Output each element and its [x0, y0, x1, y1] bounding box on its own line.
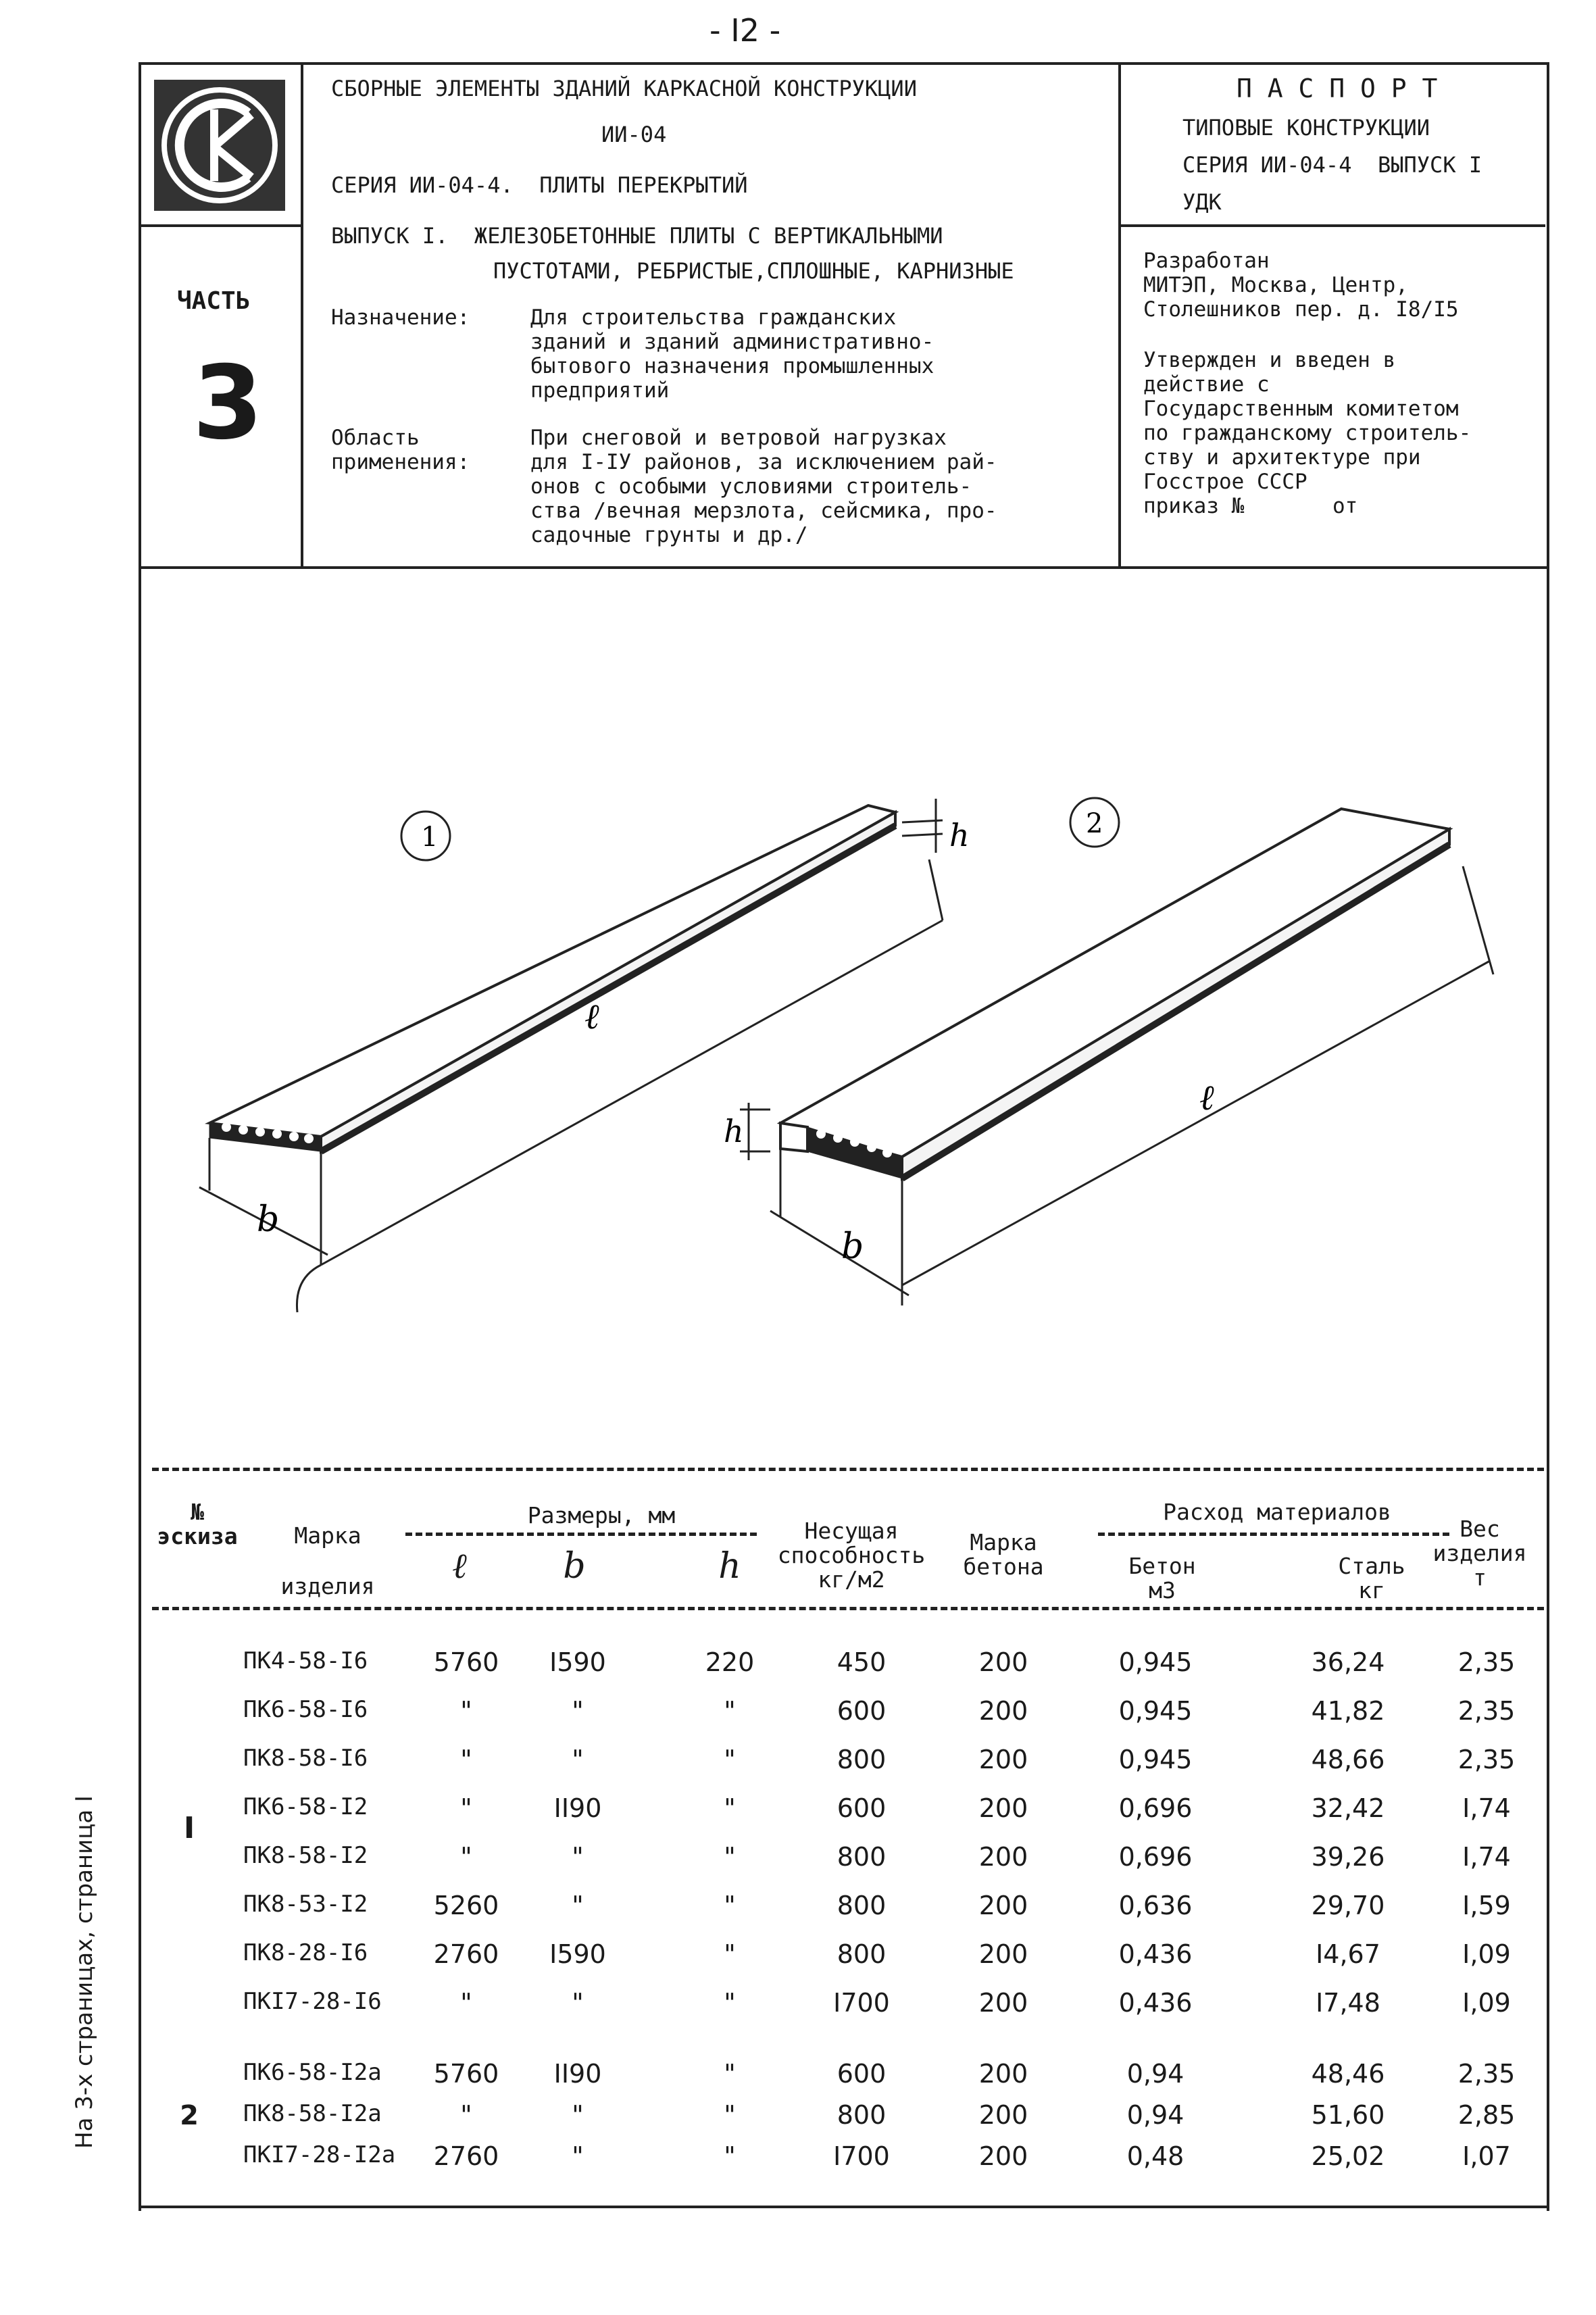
- col-concrete: Бетон м3: [1128, 1553, 1196, 1603]
- passport-line-1: ТИПОВЫЕ КОНСТРУКЦИИ: [1182, 115, 1430, 141]
- cell-concrete: 0,945: [1118, 1696, 1193, 1726]
- cell-concrete-grade: 200: [978, 2100, 1028, 2130]
- cell-height: ": [724, 1939, 736, 1969]
- cell-width: II90: [553, 1793, 602, 1823]
- part-number: 3: [193, 345, 264, 462]
- cell-concrete: 0,696: [1118, 1842, 1193, 1872]
- slab-1-sketch: [199, 799, 943, 1312]
- cell-weight: 2,35: [1457, 1696, 1516, 1726]
- cell-concrete-grade: 200: [978, 2059, 1028, 2089]
- cell-weight: I,59: [1462, 1891, 1511, 1920]
- cell-length: ": [460, 1988, 472, 2018]
- cell-mark: ПК6-58-I2: [243, 1793, 368, 1820]
- cell-concrete-grade: 200: [978, 2141, 1028, 2171]
- sketch-group-2: 2: [180, 2100, 199, 2131]
- col-materials-group: Расход материалов: [1163, 1499, 1391, 1525]
- col-steel: Сталь кг: [1338, 1553, 1405, 1603]
- cell-capacity: 450: [837, 1647, 887, 1677]
- issue-line-1: ВЫПУСК I. ЖЕЛЕЗОБЕТОННЫЕ ПЛИТЫ С ВЕРТИКАЛЬНЫМИ: [331, 223, 943, 249]
- purpose-text: Для строительства гражданских зданий и зданий административно- бытового назначения промышленных предприятий: [530, 305, 934, 403]
- title-line-1: СБОРНЫЕ ЭЛЕМЕНТЫ ЗДАНИЙ КАРКАСНОЙ КОНСТРУКЦИИ: [331, 76, 917, 101]
- cell-height: ": [724, 2141, 736, 2171]
- cell-concrete: 0,945: [1118, 1745, 1193, 1774]
- cell-steel: 41,82: [1311, 1696, 1385, 1726]
- cell-weight: 2,35: [1457, 1745, 1516, 1774]
- cell-width: ": [572, 2100, 584, 2130]
- cell-width: ": [572, 1891, 584, 1920]
- cell-mark: ПК4-58-I6: [243, 1647, 368, 1674]
- cell-height: ": [724, 1696, 736, 1726]
- cell-mark: ПК8-28-I6: [243, 1939, 368, 1966]
- title-line-2: ИИ-04: [601, 122, 667, 147]
- col-weight: Вес изделия т: [1432, 1516, 1527, 1591]
- cell-height: 220: [705, 1647, 755, 1677]
- passport-title: П А С П О Р Т: [1237, 74, 1438, 103]
- scope-label: Область применения:: [331, 426, 470, 474]
- cell-length: 5260: [433, 1891, 499, 1920]
- cell-concrete-grade: 200: [978, 1793, 1028, 1823]
- sketch-group-1: I: [183, 1811, 195, 1845]
- cell-length: 5760: [433, 1647, 499, 1677]
- slab-drawing: [139, 569, 1547, 1434]
- cell-concrete: 0,48: [1126, 2141, 1184, 2171]
- approved-by: Утвержден и введен в действие с Государственным комитетом по гражданскому строитель- ству и архитектуре при Госстрое СССР приказ № от: [1143, 348, 1472, 518]
- passport-box-rule: [1118, 224, 1545, 227]
- cell-concrete: 0,94: [1126, 2100, 1184, 2130]
- cell-capacity: 600: [837, 2059, 887, 2089]
- cell-capacity: 800: [837, 2100, 887, 2130]
- cell-width: ": [572, 2141, 584, 2171]
- cell-height: ": [724, 2059, 736, 2089]
- cell-concrete-grade: 200: [978, 1696, 1028, 1726]
- series-title: СЕРИЯ ИИ-04-4. ПЛИТЫ ПЕРЕКРЫТИЙ: [331, 172, 748, 198]
- cell-weight: I,07: [1462, 2141, 1511, 2171]
- cell-height: ": [724, 1891, 736, 1920]
- cell-weight: I,74: [1462, 1842, 1511, 1872]
- header-divider-right: [1118, 62, 1121, 568]
- cell-height: ": [724, 1745, 736, 1774]
- cell-capacity: I700: [833, 1988, 890, 2018]
- dims-group-rule: [405, 1533, 757, 1536]
- cell-capacity: 800: [837, 1939, 887, 1969]
- cell-length: 2760: [433, 2141, 499, 2171]
- cell-length: ": [460, 1842, 472, 1872]
- col-sketch-no: № эскиза: [157, 1499, 238, 1549]
- materials-group-rule: [1098, 1533, 1449, 1536]
- cell-width: ": [572, 1988, 584, 2018]
- cell-concrete-grade: 200: [978, 1988, 1028, 2018]
- passport-line-3: УДК: [1182, 189, 1222, 215]
- cell-steel: 36,24: [1311, 1647, 1385, 1677]
- table-top-rule: [152, 1468, 1544, 1471]
- cell-length: ": [460, 2100, 472, 2130]
- cell-concrete: 0,636: [1118, 1891, 1193, 1920]
- cell-width: I590: [549, 1647, 606, 1677]
- series-logo: [150, 76, 289, 215]
- cell-capacity: I700: [833, 2141, 890, 2171]
- slab-1-width-label: b: [257, 1199, 280, 1240]
- cell-mark: ПК8-58-I2а: [243, 2100, 382, 2127]
- cell-concrete-grade: 200: [978, 1939, 1028, 1969]
- cell-mark: ПК8-58-I2: [243, 1842, 368, 1869]
- cell-capacity: 600: [837, 1696, 887, 1726]
- cell-capacity: 600: [837, 1793, 887, 1823]
- cell-steel: 48,46: [1311, 2059, 1385, 2089]
- purpose-label: Назначение:: [331, 305, 470, 330]
- slab-1-length-label: ℓ: [584, 997, 599, 1037]
- cell-capacity: 800: [837, 1842, 887, 1872]
- cell-steel: 25,02: [1311, 2141, 1385, 2171]
- col-capacity: Несущая способность кг/м2: [777, 1518, 926, 1593]
- cell-width: ": [572, 1745, 584, 1774]
- cell-capacity: 800: [837, 1891, 887, 1920]
- cell-weight: I,09: [1462, 1988, 1511, 2018]
- cell-width: ": [572, 1842, 584, 1872]
- cell-concrete: 0,945: [1118, 1647, 1193, 1677]
- cell-steel: 32,42: [1311, 1793, 1385, 1823]
- slab-1-height-label: h: [949, 817, 970, 853]
- col-mark: Марка изделия: [280, 1522, 375, 1599]
- side-note: На 3-х страницах, страница I: [71, 1795, 98, 2149]
- cell-mark: ПКI7-28-I2а: [243, 2141, 396, 2168]
- cell-length: ": [460, 1696, 472, 1726]
- cell-width: ": [572, 1696, 584, 1726]
- cell-height: ": [724, 1793, 736, 1823]
- cell-height: ": [724, 1842, 736, 1872]
- passport-line-2: СЕРИЯ ИИ-04-4 ВЫПУСК I: [1182, 152, 1482, 178]
- cell-mark: ПК8-53-I2: [243, 1891, 368, 1918]
- cell-concrete: 0,436: [1118, 1988, 1193, 2018]
- cell-height: ": [724, 2100, 736, 2130]
- developed-by: Разработан МИТЭП, Москва, Центр, Столешников пер. д. I8/I5: [1143, 249, 1459, 322]
- cell-mark: ПК6-58-I6: [243, 1696, 368, 1723]
- col-h: h: [718, 1546, 741, 1587]
- cell-mark: ПКI7-28-I6: [243, 1988, 382, 2015]
- cell-weight: 2,35: [1457, 2059, 1516, 2089]
- cell-height: ": [724, 1988, 736, 2018]
- cell-concrete: 0,696: [1118, 1793, 1193, 1823]
- cell-weight: I,74: [1462, 1793, 1511, 1823]
- header-divider-left: [301, 62, 303, 568]
- sketch-2-number: 2: [1086, 808, 1103, 839]
- cell-concrete: 0,94: [1126, 2059, 1184, 2089]
- logo-box-rule: [139, 224, 302, 227]
- cell-steel: I4,67: [1316, 1939, 1380, 1969]
- part-label: ЧАСТЬ: [177, 287, 251, 315]
- cell-length: 5760: [433, 2059, 499, 2089]
- cell-steel: 29,70: [1311, 1891, 1385, 1920]
- cell-weight: 2,35: [1457, 1647, 1516, 1677]
- issue-line-2: ПУСТОТАМИ, РЕБРИСТЫЕ,СПЛОШНЫЕ, КАРНИЗНЫЕ: [493, 258, 1014, 284]
- cell-weight: 2,85: [1457, 2100, 1516, 2130]
- page-number: - I2 -: [709, 12, 781, 49]
- cell-concrete-grade: 200: [978, 1647, 1028, 1677]
- scope-text: При снеговой и ветровой нагрузках для I-IУ районов, за исключением рай- онов с особыми условиями строитель- ства /вечная мерзлота, сейсмика, про- садочные грунты и др./: [530, 426, 997, 547]
- cell-concrete-grade: 200: [978, 1842, 1028, 1872]
- cell-steel: 39,26: [1311, 1842, 1385, 1872]
- cell-weight: I,09: [1462, 1939, 1511, 1969]
- cell-steel: 48,66: [1311, 1745, 1385, 1774]
- cell-mark: ПК6-58-I2а: [243, 2059, 382, 2086]
- slab-2-width-label: b: [841, 1226, 864, 1267]
- cell-mark: ПК8-58-I6: [243, 1745, 368, 1772]
- cell-length: 2760: [433, 1939, 499, 1969]
- slab-2-height-label: h: [724, 1113, 744, 1149]
- sketch-1-number: 1: [421, 822, 439, 853]
- page-bottom-rule: [139, 2206, 1547, 2208]
- cell-concrete-grade: 200: [978, 1891, 1028, 1920]
- cell-concrete: 0,436: [1118, 1939, 1193, 1969]
- cell-width: I590: [549, 1939, 606, 1969]
- col-dims-group: Размеры, мм: [527, 1502, 676, 1528]
- col-concrete-grade: Марка бетона: [963, 1529, 1044, 1580]
- cell-capacity: 800: [837, 1745, 887, 1774]
- cell-concrete-grade: 200: [978, 1745, 1028, 1774]
- cell-steel: 51,60: [1311, 2100, 1385, 2130]
- cell-length: ": [460, 1793, 472, 1823]
- cell-width: II90: [553, 2059, 602, 2089]
- cell-length: ": [460, 1745, 472, 1774]
- slab-2-length-label: ℓ: [1199, 1078, 1214, 1118]
- col-b: b: [563, 1546, 586, 1587]
- cell-steel: I7,48: [1316, 1988, 1380, 2018]
- col-l: ℓ: [452, 1546, 467, 1587]
